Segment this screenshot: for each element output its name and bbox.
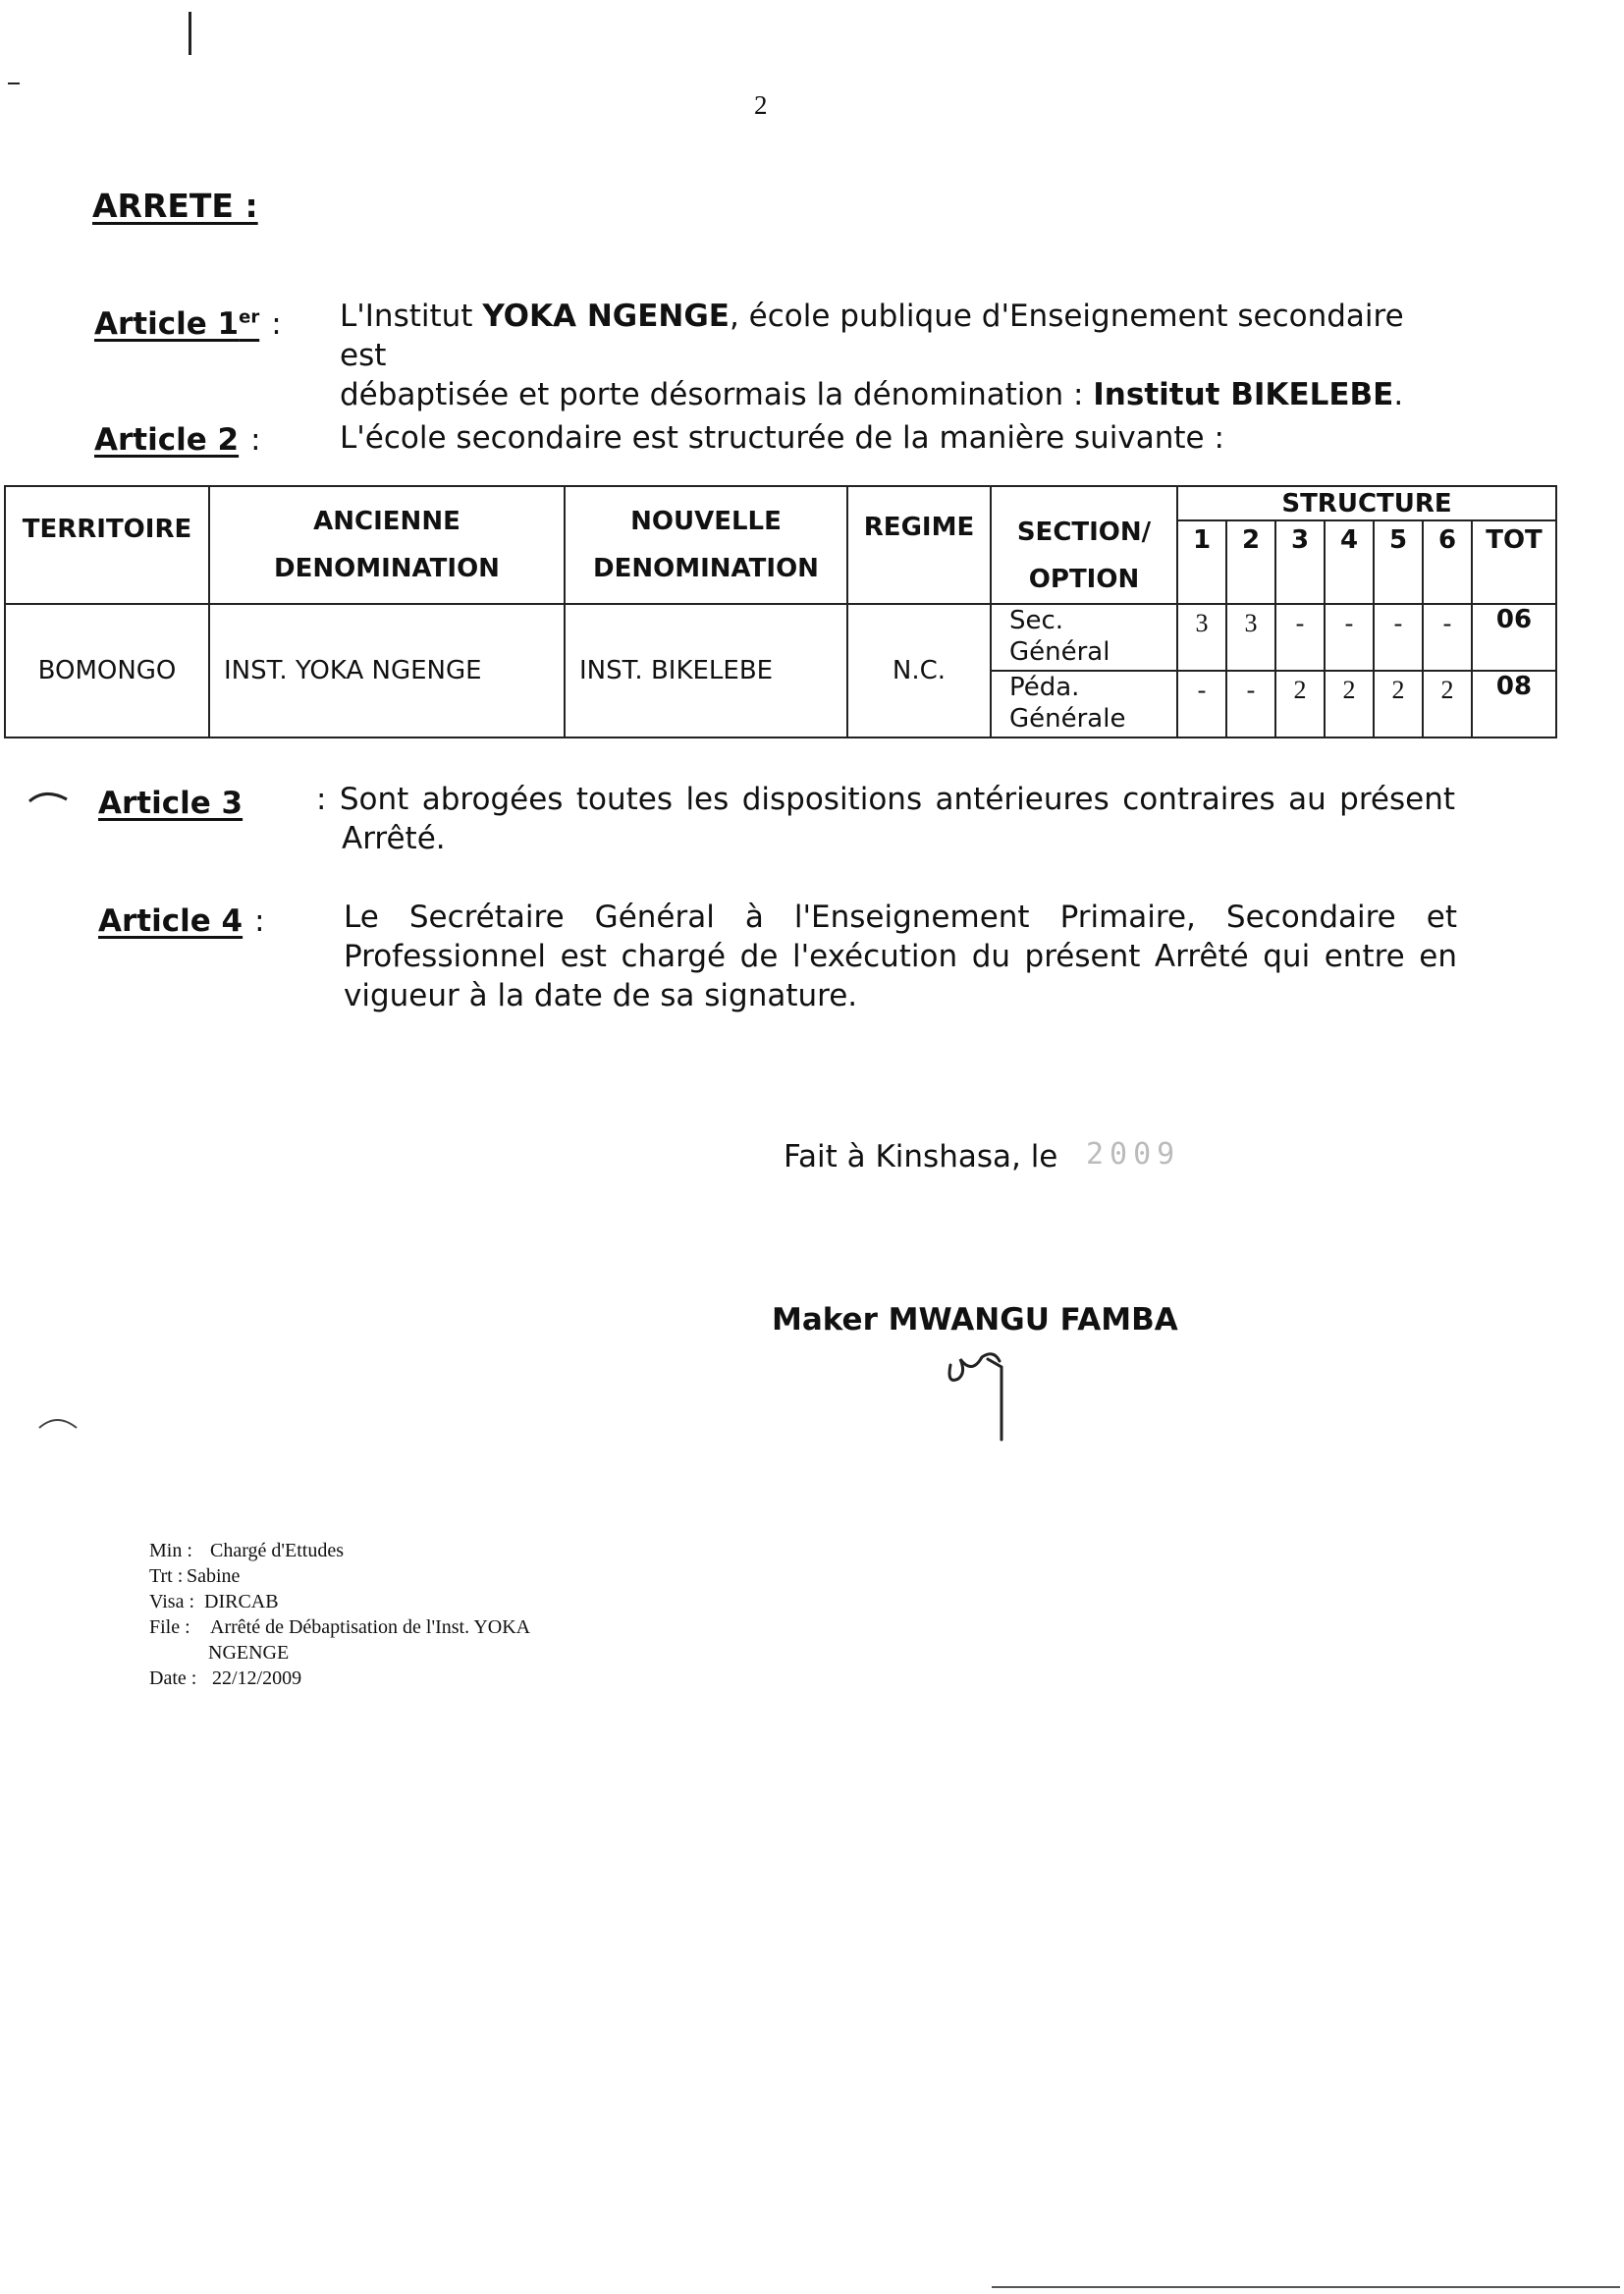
header-structure: STRUCTURE — [1177, 486, 1556, 520]
article-4-line-2: Professionnel est chargé de l'exécution du présent Arrêté qui entre en — [344, 939, 1457, 974]
article-4-text — [344, 898, 1457, 1015]
cell-value: - — [1275, 604, 1325, 671]
cell-option-sec: Sec. Général — [991, 604, 1177, 671]
article-4-label: Article 4 : — [98, 903, 265, 939]
cell-value: 2 — [1275, 671, 1325, 737]
place-date-line: Fait à Kinshasa, le — [784, 1139, 1058, 1174]
cell-regime: N.C. — [847, 604, 991, 737]
article-4-line-3: vigueur à la date de sa signature. — [344, 978, 858, 1013]
header-year-3: 3 — [1275, 520, 1325, 604]
article-4-line-1: Le Secrétaire Général à l'Enseignement Primaire, Secondaire et — [344, 900, 1457, 935]
scan-mark-icon — [27, 786, 71, 805]
article-2-label: Article 2 : — [94, 422, 261, 458]
footer-line: Date : 22/12/2009 — [149, 1667, 302, 1689]
scan-mark — [8, 82, 20, 84]
article-3-text — [316, 780, 1455, 858]
header-year-5: 5 — [1374, 520, 1423, 604]
header-section-option: SECTION/ OPTION — [991, 486, 1177, 604]
cell-value: 3 — [1226, 604, 1275, 671]
cell-ancienne: INST. YOKA NGENGE — [209, 604, 565, 737]
article-3-line-2: Arrêté. — [342, 821, 446, 856]
article-1-text — [340, 297, 1455, 414]
header-ancienne: ANCIENNE DENOMINATION — [209, 486, 565, 604]
scan-mark-icon — [37, 1410, 81, 1432]
footer-line: Visa : DIRCAB — [149, 1591, 279, 1612]
cell-value: - — [1226, 671, 1275, 737]
article-3-label: Article 3 — [98, 786, 244, 821]
article-1-line-1: L'Institut YOKA NGENGE, école publique d'Enseignement secondaire est — [340, 299, 1404, 373]
header-tot: TOT — [1472, 520, 1556, 604]
table-row — [5, 604, 1556, 671]
cell-value: 3 — [1177, 604, 1226, 671]
article-1-line-2: débaptisée et porte désormais la dénomination : Institut BIKELEBE. — [340, 377, 1404, 412]
article-1-sup: er — [239, 306, 260, 328]
header-territoire: TERRITOIRE — [5, 486, 209, 604]
date-stamp: 2009 — [1086, 1137, 1181, 1172]
footer-line: NGENGE — [208, 1642, 290, 1664]
cell-value: 2 — [1423, 671, 1472, 737]
footer-line: Trt : Sabine — [149, 1565, 241, 1587]
cell-value: - — [1177, 671, 1226, 737]
document-heading: ARRETE : — [92, 187, 258, 225]
cell-nouvelle: INST. BIKELEBE — [565, 604, 847, 737]
footer-line: Min : Chargé d'Ettudes — [149, 1540, 344, 1561]
cell-value: - — [1423, 604, 1472, 671]
page-number: 2 — [754, 90, 768, 120]
header-nouvelle: NOUVELLE DENOMINATION — [565, 486, 847, 604]
cell-value: 2 — [1325, 671, 1374, 737]
cell-tot: 08 — [1472, 671, 1556, 737]
header-year-2: 2 — [1226, 520, 1275, 604]
scan-mark — [189, 12, 191, 55]
header-regime: REGIME — [847, 486, 991, 604]
article-3-line-1: : Sont abrogées toutes les dispositions antérieures contraires au présent — [316, 782, 1455, 817]
footer-line: File : Arrêté de Débaptisation de l'Inst. YOKA — [149, 1616, 531, 1638]
cell-value: - — [1325, 604, 1374, 671]
signatory-name: Maker MWANGU FAMBA — [772, 1302, 1178, 1338]
cell-tot: 06 — [1472, 604, 1556, 671]
structure-table — [4, 485, 1557, 738]
header-year-4: 4 — [1325, 520, 1374, 604]
file-reference-footer — [149, 1538, 530, 1691]
cell-value: 2 — [1374, 671, 1423, 737]
cell-territoire: BOMONGO — [5, 604, 209, 737]
signature-icon — [943, 1345, 1021, 1444]
cell-option-peda: Péda. Générale — [991, 671, 1177, 737]
article-1-label: Article 1er : — [94, 306, 282, 342]
divider — [992, 2286, 1620, 2288]
header-year-6: 6 — [1423, 520, 1472, 604]
article-2-text: L'école secondaire est structurée de la manière suivante : — [340, 420, 1224, 456]
cell-value: - — [1374, 604, 1423, 671]
header-year-1: 1 — [1177, 520, 1226, 604]
